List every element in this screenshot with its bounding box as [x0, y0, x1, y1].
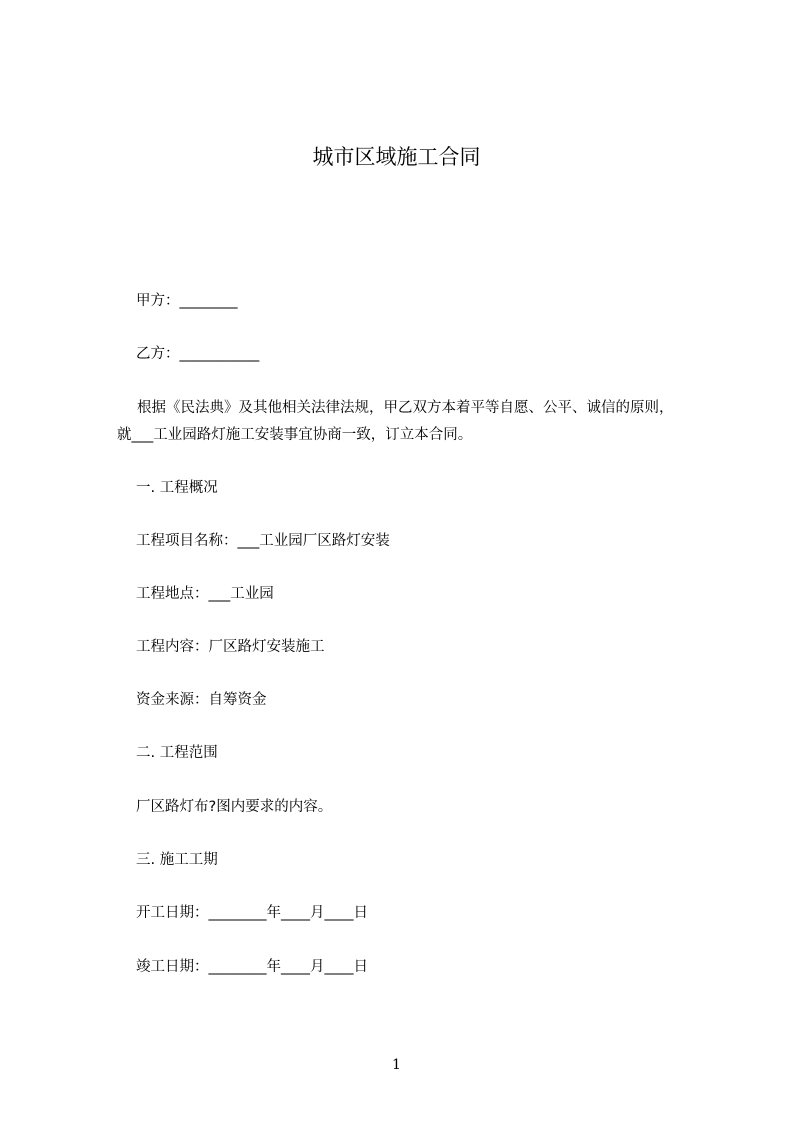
- section-heading-project-overview: 一. 工程概况: [136, 480, 218, 496]
- party-a-field: 甲方：________: [136, 293, 238, 309]
- project-name-line: 工程项目名称：___工业园厂区路灯安装: [136, 533, 390, 549]
- project-content-line: 工程内容：厂区路灯安装施工: [136, 639, 325, 655]
- project-location-line: 工程地点：___工业园: [136, 586, 274, 602]
- start-date-line: 开工日期：________年____月____日: [136, 905, 368, 921]
- scope-description: 厂区路灯布?图内要求的内容。: [136, 799, 333, 815]
- preamble-paragraph: 根据《民法典》及其他相关法律法规，甲乙双方本着平等自愿、公平、诚信的原则，就___工业园路灯施工安装事宜协商一致，订立本合同。: [117, 400, 674, 443]
- funding-source-line: 资金来源：自筹资金: [136, 692, 267, 708]
- section-heading-construction-period: 三. 施工工期: [136, 852, 218, 868]
- page-number: 1: [392, 1057, 401, 1073]
- party-b-field: 乙方：___________: [136, 346, 260, 362]
- completion-date-line: 竣工日期：________年____月____日: [136, 959, 368, 975]
- section-heading-project-scope: 二. 工程范围: [136, 745, 218, 761]
- contract-title: 城市区域施工合同: [312, 145, 481, 169]
